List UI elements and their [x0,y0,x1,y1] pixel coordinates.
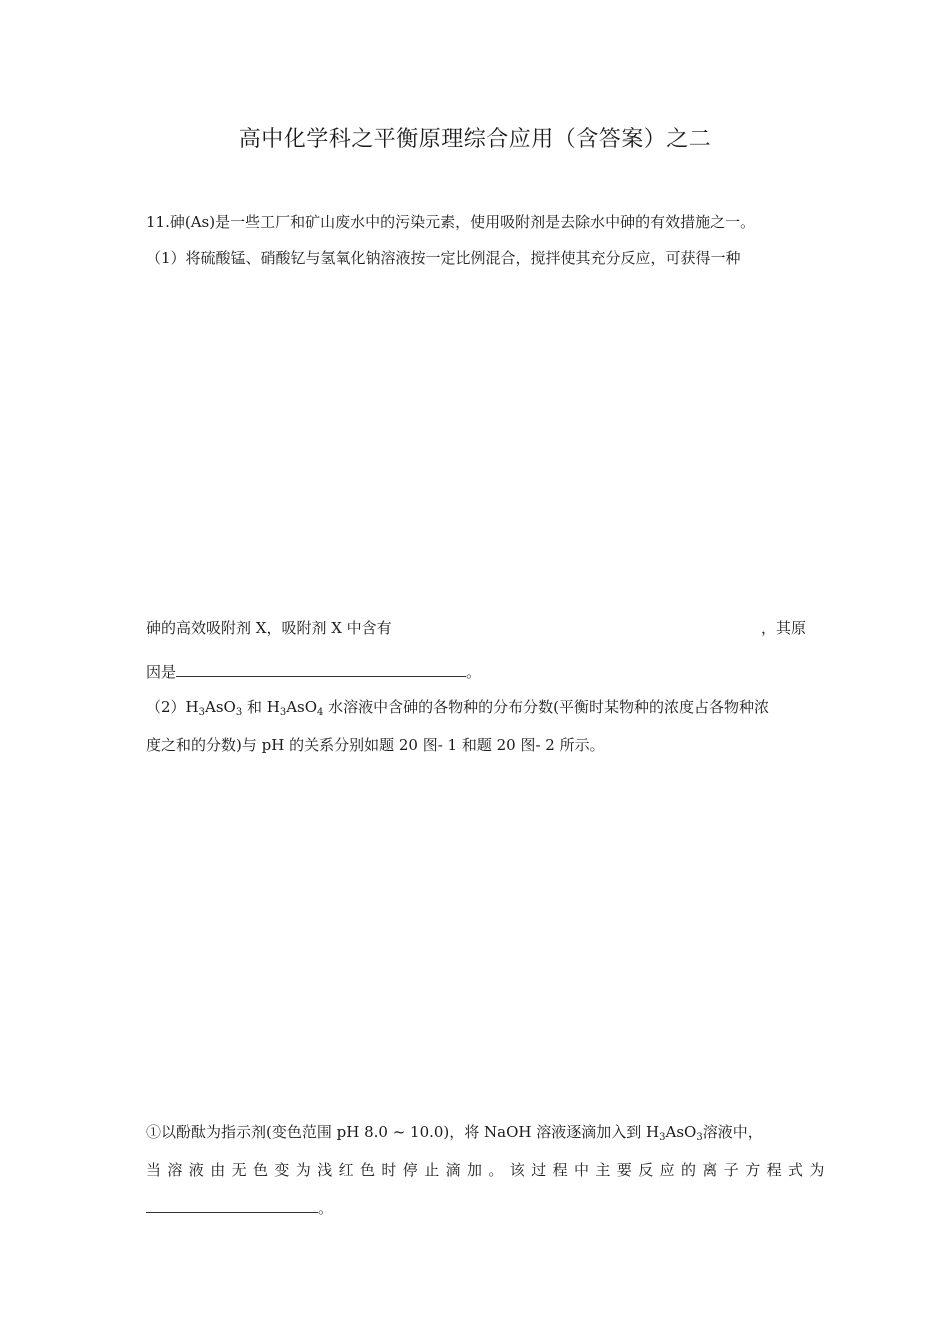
question-11-sub1-line1 [146,1122,763,1142]
sub1-suffix: 溶液中， [702,1123,763,1141]
question-11-part1-line2: 砷的高效吸附剂 X，吸附剂 X 中含有 [146,619,392,637]
page-title: 高中化学科之平衡原理综合应用（含答案）之二 [238,127,712,152]
line-end-punct: 。 [466,663,482,681]
subscript: 3 [198,707,205,718]
question-11-part1-line1: （1）将硫酸锰、硝酸钇与氢氧化钠溶液按一定比例混合，搅拌使其充分反应，可获得一种 [146,249,741,267]
answer-blank-equation[interactable] [146,1196,318,1213]
subscript: 3 [696,1132,703,1143]
formula-text: 和 H [242,698,280,716]
question-11-part1-line3 [146,660,481,682]
sub1-prefix: ①以酚酞为指示剂(变色范围 pH 8.0 ~ 10.0)，将 NaOH 溶液逐滴加入到 H [146,1123,660,1141]
subscript: 3 [235,707,243,718]
question-11-part2-line2: 度之和的分数)与 pH 的关系分别如题 20 图- 1 和题 20 图- 2 所示。 [146,736,605,754]
question-11-sub1-line3 [146,1196,333,1218]
question-11-intro: 11.砷(As)是一些工厂和矿山废水中的污染元素，使用吸附剂是去除水中砷的有效措施之一。 [146,213,756,231]
subscript: 4 [317,707,324,718]
subscript: 3 [659,1132,666,1143]
question-11-part2-line1 [146,697,769,717]
subscript: 3 [279,707,287,718]
question-11-part1-line2-end: ，其原 [760,619,806,637]
formula-text: AsO [286,698,318,716]
part2-text: 水溶液中含砷的各物种的分布分数(平衡时某物种的浓度占各物种浓 [323,698,770,716]
formula-text: AsO [665,1123,697,1141]
question-11-sub1-line2: 当溶液由无色变为浅红色时停止滴加。该过程中主要反应的离子方程式为 [146,1161,831,1179]
formula-text: AsO [205,698,236,716]
answer-blank-reason[interactable] [176,660,466,677]
line-end-punct: 。 [318,1199,334,1217]
reason-prefix: 因是 [146,663,177,681]
part2-prefix: （2）H [146,698,199,716]
